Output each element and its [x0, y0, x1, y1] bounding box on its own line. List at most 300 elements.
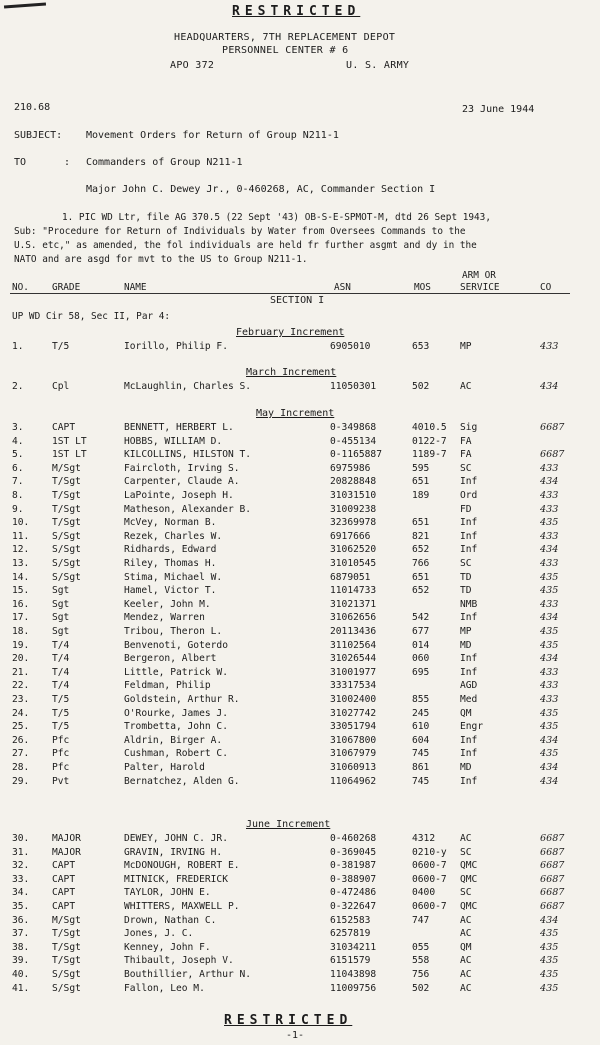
row-asn: 6879051 [330, 571, 371, 583]
row-number: 18. [12, 626, 30, 637]
row-mos: 766 [412, 558, 430, 569]
row-number: 4. [12, 435, 24, 447]
row-company: 435 [540, 721, 559, 733]
row-company: 435 [540, 571, 559, 583]
row-mos: 604 [412, 734, 430, 746]
row-company: 6687 [540, 887, 565, 899]
table-row [0, 847, 600, 860]
row-grade: CAPT [52, 873, 76, 885]
document-date: 23 June 1944 [462, 104, 535, 115]
row-asn: 6257819 [330, 928, 371, 940]
table-row [0, 531, 600, 544]
row-number: 41. [12, 982, 30, 994]
row-name: KILCOLLINS, HILSTON T. [124, 449, 252, 461]
row-asn: 31067979 [330, 748, 377, 760]
row-company: 433 [540, 598, 559, 610]
increment-heading-march: March Increment [246, 367, 337, 378]
row-name: Keeler, John M. [124, 598, 211, 610]
table-row [0, 667, 600, 680]
table-row [0, 612, 600, 625]
row-grade: T/Sgt [52, 476, 81, 488]
row-company: 433 [540, 694, 559, 705]
row-number: 17. [12, 612, 30, 624]
row-service: Inf [460, 476, 478, 488]
row-mos: 651 [412, 571, 430, 583]
table-row [0, 748, 600, 761]
row-service: MD [460, 639, 472, 651]
row-number: 36. [12, 914, 30, 926]
row-grade: T/5 [52, 721, 70, 733]
row-name: Riley, Thomas H. [124, 558, 217, 569]
row-grade: MAJOR [52, 833, 81, 844]
row-company: 435 [540, 585, 559, 597]
table-row [0, 381, 600, 394]
row-number: 32. [12, 860, 30, 872]
row-name: Matheson, Alexander B. [124, 503, 252, 515]
row-asn: 0-369045 [330, 846, 377, 858]
row-name: Rezek, Charles W. [124, 530, 223, 542]
table-row [0, 776, 600, 789]
row-number: 28. [12, 762, 30, 773]
row-service: NMB [460, 598, 478, 610]
row-asn: 31001977 [330, 666, 377, 678]
header-line-2: PERSONNEL CENTER # 6 [222, 45, 349, 56]
table-row [0, 572, 600, 585]
corner-mark [4, 3, 46, 9]
row-company: 435 [540, 982, 559, 994]
row-company: 435 [540, 639, 559, 651]
table-row [0, 969, 600, 982]
row-grade: Sgt [52, 585, 70, 597]
row-service: FA [460, 435, 472, 447]
table-row [0, 436, 600, 449]
row-asn: 0-460268 [330, 833, 377, 844]
file-number: 210.68 [14, 102, 51, 113]
row-service: Ord [460, 490, 478, 501]
row-service: TD [460, 585, 472, 597]
paragraph-line-4: NATO and are asgd for mvt to the US to Group N211-1. [14, 254, 308, 265]
row-mos: 245 [412, 707, 430, 719]
row-service: Engr [460, 721, 484, 733]
authority-line: UP WD Cir 58, Sec II, Par 4: [12, 311, 171, 322]
row-asn: 11043898 [330, 969, 377, 980]
row-asn: 0-1165887 [330, 449, 382, 461]
row-asn: 0-322647 [330, 901, 377, 912]
row-number: 19. [12, 639, 30, 651]
table-row [0, 653, 600, 666]
row-asn: 0-472486 [330, 887, 377, 899]
row-name: WHITTERS, MAXWELL P. [124, 901, 240, 912]
row-company: 6687 [540, 860, 565, 872]
row-name: DEWEY, JOHN C. JR. [124, 833, 228, 844]
row-service: FA [460, 449, 472, 461]
row-grade: T/4 [52, 653, 70, 665]
row-mos: 542 [412, 612, 430, 624]
row-company: 435 [540, 941, 559, 953]
to-text: Commanders of Group N211-1 [86, 157, 243, 168]
row-grade: T/4 [52, 666, 70, 678]
paragraph-line-3: U.S. etc," as amended, the fol individuals are held fr further asgmt and dy in the [14, 240, 477, 251]
row-company: 6687 [540, 873, 565, 885]
paragraph-line-2: Sub: "Procedure for Return of Individuals by Water from Oversees Commands to the [14, 226, 466, 237]
row-asn: 31067800 [330, 734, 377, 746]
row-name: Ridhards, Edward [124, 544, 217, 556]
table-row [0, 476, 600, 489]
row-company: 434 [540, 476, 559, 488]
table-row [0, 708, 600, 721]
row-asn: 31062520 [330, 544, 377, 556]
row-mos: 4312 [412, 833, 436, 844]
row-number: 21. [12, 666, 30, 678]
row-company: 433 [540, 503, 559, 515]
row-mos: 055 [412, 941, 430, 953]
row-number: 7. [12, 476, 24, 488]
row-name: Faircloth, Irving S. [124, 462, 240, 474]
row-name: Benvenoti, Goterdo [124, 639, 228, 651]
subject-text: Movement Orders for Return of Group N211-1 [86, 130, 339, 141]
row-service: MP [460, 341, 472, 352]
row-company: 433 [540, 680, 559, 692]
row-mos: 677 [412, 626, 430, 637]
table-row [0, 463, 600, 476]
row-grade: T/5 [52, 694, 70, 705]
row-service: AC [460, 955, 472, 967]
row-name: Cushman, Robert C. [124, 748, 228, 760]
row-name: Little, Patrick W. [124, 666, 228, 678]
row-number: 15. [12, 585, 30, 597]
row-asn: 33051794 [330, 721, 377, 733]
row-service: MP [460, 626, 472, 637]
row-name: LaPointe, Joseph H. [124, 490, 234, 501]
row-company: 434 [540, 734, 559, 746]
row-grade: S/Sgt [52, 969, 81, 980]
row-asn: 31060913 [330, 762, 377, 773]
row-service: TD [460, 571, 472, 583]
row-number: 38. [12, 941, 30, 953]
row-asn: 31062656 [330, 612, 377, 624]
row-company: 434 [540, 544, 559, 556]
row-mos: 745 [412, 775, 430, 787]
row-number: 39. [12, 955, 30, 967]
row-name: Stima, Michael W. [124, 571, 223, 583]
row-asn: 11064962 [330, 775, 377, 787]
row-mos: 0210-y [412, 846, 447, 858]
row-company: 6687 [540, 846, 565, 858]
row-company: 435 [540, 626, 559, 637]
row-name: Drown, Nathan C. [124, 914, 217, 926]
row-grade: 1ST LT [52, 449, 87, 461]
row-name: McLaughlin, Charles S. [124, 381, 252, 392]
row-grade: Cpl [52, 381, 70, 392]
row-company: 433 [540, 530, 559, 542]
to-colon: : [64, 157, 71, 168]
row-asn: 0-349868 [330, 422, 377, 433]
column-header-co: CO [540, 282, 552, 293]
row-number: 1. [12, 341, 24, 352]
row-company: 435 [540, 707, 559, 719]
row-mos: 855 [412, 694, 430, 705]
increment-heading-february: February Increment [236, 327, 345, 338]
row-grade: CAPT [52, 422, 76, 433]
row-asn: 6975986 [330, 462, 371, 474]
row-name: Fallon, Leo M. [124, 982, 205, 994]
row-name: Feldman, Philip [124, 680, 211, 692]
row-company: 6687 [540, 422, 565, 433]
row-grade: S/Sgt [52, 558, 81, 569]
row-number: 27. [12, 748, 30, 760]
column-header-rule [10, 293, 570, 294]
row-name: Mendez, Warren [124, 612, 205, 624]
row-service: Inf [460, 530, 478, 542]
header-apo: APO 372 [170, 60, 215, 71]
row-company: 433 [540, 341, 559, 352]
row-number: 9. [12, 503, 24, 515]
row-service: AC [460, 982, 472, 994]
classification-top: RESTRICTED [232, 4, 361, 19]
row-number: 40. [12, 969, 30, 980]
row-mos: 060 [412, 653, 430, 665]
row-asn: 31031510 [330, 490, 377, 501]
row-number: 11. [12, 530, 30, 542]
row-name: Bernatchez, Alden G. [124, 775, 240, 787]
row-service: SC [460, 462, 472, 474]
row-grade: M/Sgt [52, 914, 81, 926]
row-mos: 189 [412, 490, 430, 501]
row-mos: 861 [412, 762, 430, 773]
row-service: Inf [460, 748, 478, 760]
row-service: Inf [460, 734, 478, 746]
row-number: 12. [12, 544, 30, 556]
table-row [0, 915, 600, 928]
row-mos: 014 [412, 639, 430, 651]
row-name: McDONOUGH, ROBERT E. [124, 860, 240, 872]
row-company: 433 [540, 462, 559, 474]
header-army: U. S. ARMY [346, 60, 410, 71]
row-asn: 6917666 [330, 530, 371, 542]
table-row [0, 599, 600, 612]
row-mos: 0600-7 [412, 873, 447, 885]
row-company: 434 [540, 612, 559, 624]
row-mos: 651 [412, 476, 430, 488]
row-mos: 747 [412, 914, 430, 926]
row-mos: 756 [412, 969, 430, 980]
row-grade: CAPT [52, 860, 76, 872]
row-company: 6687 [540, 901, 565, 912]
table-row [0, 735, 600, 748]
table-row [0, 585, 600, 598]
row-grade: S/Sgt [52, 982, 81, 994]
table-row [0, 860, 600, 873]
row-service: QM [460, 707, 472, 719]
row-service: Inf [460, 517, 478, 529]
row-number: 10. [12, 517, 30, 529]
row-number: 14. [12, 571, 30, 583]
row-company: 433 [540, 666, 559, 678]
page-number: -1- [286, 1030, 305, 1041]
row-number: 22. [12, 680, 30, 692]
row-name: Tribou, Theron L. [124, 626, 223, 637]
row-grade: T/Sgt [52, 503, 81, 515]
row-service: AC [460, 928, 472, 940]
row-number: 35. [12, 901, 30, 912]
table-row [0, 928, 600, 941]
row-name: Kenney, John F. [124, 941, 211, 953]
row-number: 31. [12, 846, 30, 858]
subject-label: SUBJECT: [14, 130, 63, 141]
table-row [0, 721, 600, 734]
row-mos: 502 [412, 982, 430, 994]
column-header-no: NO. [12, 282, 29, 293]
row-asn: 11014733 [330, 585, 377, 597]
row-service: Inf [460, 612, 478, 624]
row-grade: Sgt [52, 626, 70, 637]
column-header-mos: MOS [414, 282, 431, 293]
row-asn: 6152583 [330, 914, 371, 926]
row-mos: 502 [412, 381, 430, 392]
table-row [0, 490, 600, 503]
row-company: 6687 [540, 449, 565, 461]
row-grade: T/4 [52, 639, 70, 651]
table-row [0, 558, 600, 571]
table-row [0, 680, 600, 693]
row-number: 6. [12, 462, 24, 474]
to-label: TO [14, 157, 27, 168]
row-mos: 610 [412, 721, 430, 733]
row-asn: 20828848 [330, 476, 377, 488]
commander-line: Major John C. Dewey Jr., 0-460268, AC, Commander Section I [86, 184, 436, 195]
table-row [0, 640, 600, 653]
row-grade: T/Sgt [52, 517, 81, 529]
row-mos: 0600-7 [412, 901, 447, 912]
row-number: 29. [12, 775, 30, 787]
row-company: 434 [540, 762, 559, 773]
row-grade: T/5 [52, 707, 70, 719]
row-asn: 20113436 [330, 626, 377, 637]
row-service: Inf [460, 544, 478, 556]
row-service: Inf [460, 775, 478, 787]
row-grade: Sgt [52, 598, 70, 610]
row-asn: 33317534 [330, 680, 377, 692]
row-grade: S/Sgt [52, 544, 81, 556]
increment-heading-june: June Increment [246, 819, 331, 830]
table-row [0, 762, 600, 775]
row-service: QMC [460, 860, 478, 872]
row-service: FD [460, 503, 472, 515]
column-header-service: SERVICE [460, 282, 500, 293]
table-row [0, 901, 600, 914]
row-asn: 31027742 [330, 707, 377, 719]
row-company: 434 [540, 653, 559, 665]
row-name: Hamel, Victor T. [124, 585, 217, 597]
row-grade: MAJOR [52, 846, 81, 858]
header-line-1: HEADQUARTERS, 7TH REPLACEMENT DEPOT [174, 32, 396, 43]
row-asn: 31009238 [330, 503, 377, 515]
row-grade: S/Sgt [52, 571, 81, 583]
row-grade: CAPT [52, 887, 76, 899]
row-service: QMC [460, 873, 478, 885]
table-row [0, 544, 600, 557]
row-mos: 652 [412, 544, 430, 556]
row-service: AC [460, 969, 472, 980]
table-row [0, 626, 600, 639]
row-mos: 0600-7 [412, 860, 447, 872]
row-service: QMC [460, 901, 478, 912]
column-header-asn: ASN [334, 282, 351, 293]
row-name: Jones, J. C. [124, 928, 194, 940]
row-name: O'Rourke, James J. [124, 707, 228, 719]
row-number: 23. [12, 694, 30, 705]
row-company: 435 [540, 928, 559, 940]
row-name: Palter, Harold [124, 762, 205, 773]
row-mos: 0400 [412, 887, 436, 899]
row-number: 26. [12, 734, 30, 746]
row-grade: M/Sgt [52, 462, 81, 474]
row-service: MD [460, 762, 472, 773]
row-mos: 595 [412, 462, 430, 474]
row-grade: T/4 [52, 680, 70, 692]
row-grade: T/Sgt [52, 941, 81, 953]
row-grade: T/Sgt [52, 955, 81, 967]
row-mos: 652 [412, 585, 430, 597]
row-name: BENNETT, HERBERT L. [124, 422, 234, 433]
column-header-name: NAME [124, 282, 147, 293]
row-company: 435 [540, 517, 559, 529]
row-number: 25. [12, 721, 30, 733]
row-name: McVey, Norman B. [124, 517, 217, 529]
table-row [0, 833, 600, 846]
row-name: MITNICK, FREDERICK [124, 873, 228, 885]
row-mos: 558 [412, 955, 430, 967]
row-service: Med [460, 694, 478, 705]
row-number: 33. [12, 873, 30, 885]
row-service: SC [460, 558, 472, 569]
column-header-grade: GRADE [52, 282, 81, 293]
row-company: 435 [540, 969, 559, 980]
row-company: 434 [540, 775, 559, 787]
table-row [0, 983, 600, 996]
row-number: 24. [12, 707, 30, 719]
row-grade: S/Sgt [52, 530, 81, 542]
row-service: AC [460, 914, 472, 926]
row-asn: 6151579 [330, 955, 371, 967]
row-grade: T/Sgt [52, 490, 81, 501]
row-service: Sig [460, 422, 478, 433]
row-number: 2. [12, 381, 24, 392]
row-grade: T/Sgt [52, 928, 81, 940]
row-name: Goldstein, Arthur R. [124, 694, 240, 705]
row-service: Inf [460, 666, 478, 678]
row-service: AC [460, 833, 472, 844]
row-company: 435 [540, 748, 559, 760]
row-asn: 31021371 [330, 598, 377, 610]
table-row [0, 341, 600, 354]
table-row [0, 942, 600, 955]
row-number: 34. [12, 887, 30, 899]
row-service: QM [460, 941, 472, 953]
row-company: 434 [540, 381, 559, 392]
row-mos: 745 [412, 748, 430, 760]
row-asn: 32369978 [330, 517, 377, 529]
section-title: SECTION I [270, 295, 325, 306]
row-name: Aldrin, Birger A. [124, 734, 223, 746]
row-grade: Sgt [52, 612, 70, 624]
row-company: 6687 [540, 833, 565, 844]
row-number: 5. [12, 449, 24, 461]
row-name: HOBBS, WILLIAM D. [124, 435, 223, 447]
row-asn: 31102564 [330, 639, 377, 651]
row-name: GRAVIN, IRVING H. [124, 846, 223, 858]
row-asn: 31034211 [330, 941, 377, 953]
